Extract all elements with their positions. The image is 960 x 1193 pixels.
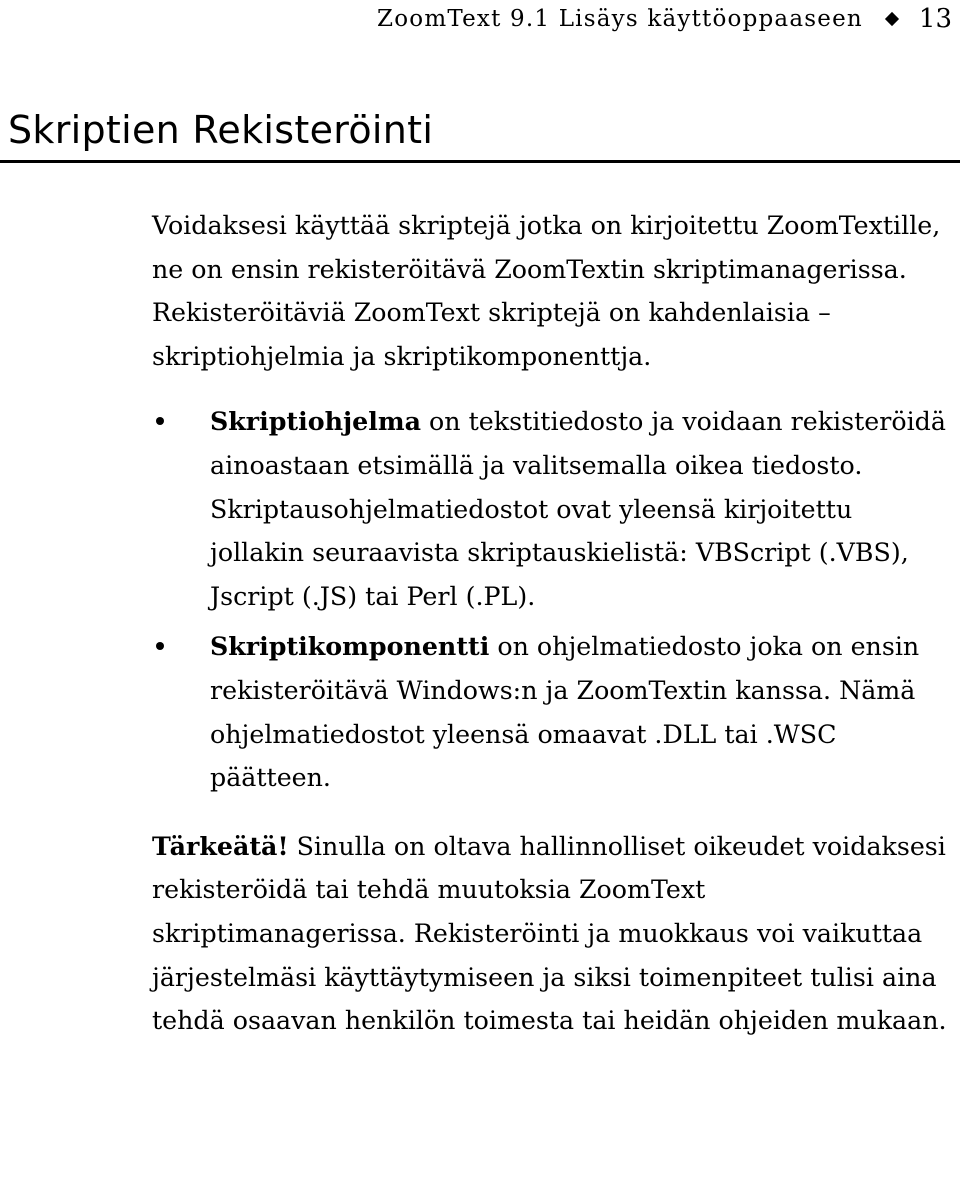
running-header [377,4,952,34]
bullet-dot-icon [156,417,164,425]
important-label: Tärkeätä! [152,830,289,861]
page-number: 13 [918,4,952,34]
important-note [152,825,952,1043]
important-text: Sinulla on oltava hallinnolliset oikeudet voidaksesi rekisteröidä tai tehdä muutoksia ZoomText skriptimanagerissa. Rekisteröinti ja muokkaus voi vaikuttaa järjestelmäsi käyttäytymiseen ja siksi toimenpiteet tulisi aina tehdä osaavan henkilön toimesta tai heidän ohjeiden mukaan. [152,831,947,1036]
list-item-script-component [152,625,952,799]
description-script-component: on ohjelmatiedosto joka on ensin rekisteröitävä Windows:n ja ZoomTextin kanssa. Nämä ohjelmatiedostot yleensä omaavat .DLL tai .WSC päätteen. [210,632,920,793]
term-script-program: Skriptiohjelma [210,406,421,437]
script-type-list [152,400,952,799]
description-script-program: on tekstitiedosto ja voidaan rekisteröidä ainoastaan etsimällä ja valitsemalla oikea tiedosto. Skriptausohjelmatiedostot ovat yleensä kirjoitettu jollakin seuraavista skriptauskielistä: VBScript (.VBS), Jscript (.JS) tai Perl (.PL). [210,407,946,611]
diamond-bullet-icon [885,12,899,26]
body-text [152,204,952,1043]
title-divider [0,160,960,163]
term-script-component: Skriptikomponentti [210,631,490,662]
list-item-script-program [152,400,952,618]
section-title: Skriptien Rekisteröinti [8,108,434,152]
running-title: ZoomText 9.1 Lisäys käyttöoppaaseen [377,6,863,32]
bullet-dot-icon [156,642,164,650]
intro-paragraph: Voidaksesi käyttää skriptejä jotka on kirjoitettu ZoomTextille, ne on ensin rekisteröitävä ZoomTextin skriptimanagerissa. Rekisteröitäviä ZoomText skriptejä on kahdenlaisia – skriptiohjelmia ja skriptikomponenttja. [152,211,941,371]
